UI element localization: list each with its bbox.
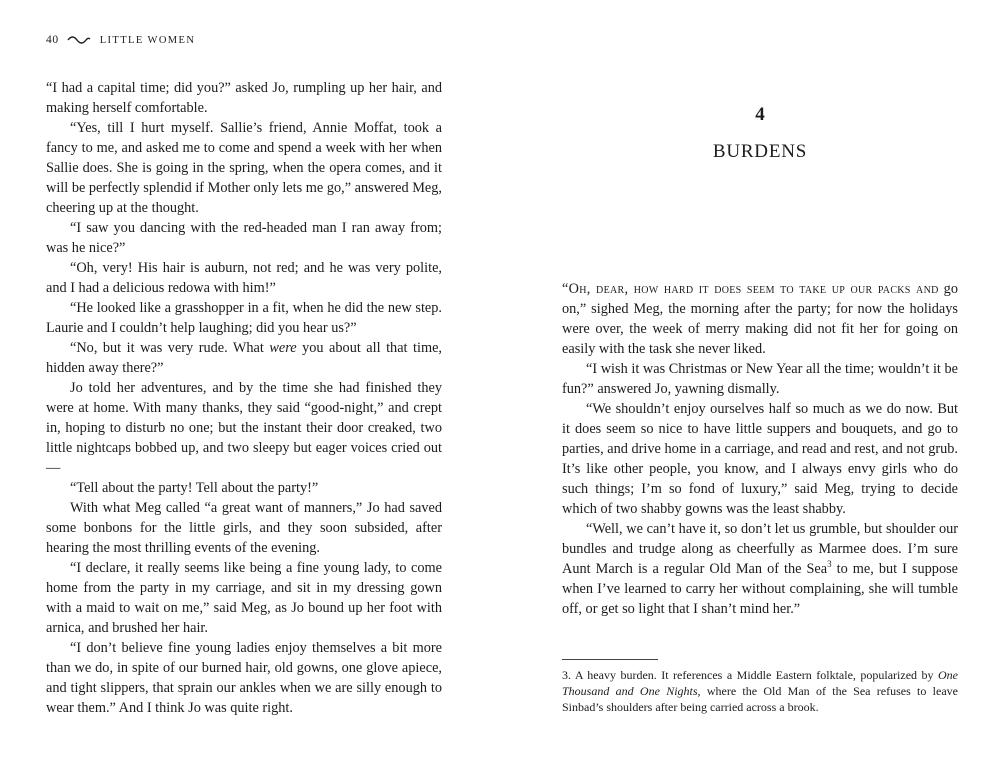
paragraph: “I don’t believe fine young ladies enjoy themselves a bit more than we do, in spite of our burned hair, old gowns, one glove apiece, and tight slippers, that sprain our ankles when we are silly enough to wear them.” And I think Jo was quite right.: [46, 640, 442, 716]
paragraph: Jo told her adventures, and by the time she had finished they were at home. With many thanks, they said “good-night,” and crept in, hoping to disturb no one; but the instant their door creaked, two little nightcaps bobbed up, and two sleepy but eager voices cried out—: [46, 380, 442, 476]
paragraph: “I had a capital time; did you?” asked Jo, rumpling up her hair, and making herself comfortable.: [46, 80, 442, 116]
left-page: [46, 0, 442, 764]
running-title: LITTLE WOMEN: [99, 34, 196, 46]
opening-smallcaps: “Oh, dear, how hard it does seem to take up our packs and: [562, 281, 939, 297]
ornament-icon: [67, 35, 91, 45]
text-run: , where the Old Man of the Sea refuses to leave Sinbad’s shoulders after being carried across a brook.: [562, 684, 958, 714]
paragraph: “We shouldn’t enjoy ourselves half so much as we do now. But it does seem so nice to have little suppers and bouquets, and go to parties, and drive home in a carriage, and read and rest, and not grub. It’s like other people, you know, and I always envy girls who do such things; I’m so fond of luxury,” said Meg, trying to decide which of two shabby gowns was the least shabby.: [562, 401, 958, 517]
paragraph: [562, 519, 958, 619]
footnote-divider: [562, 659, 658, 660]
text-run: go on,” sighed Meg, the morning after the party; for now the holidays were over, the week of merry making did not fit her for going on easily with the task she never liked.: [562, 281, 958, 357]
paragraph: “Yes, till I hurt myself. Sallie’s friend, Annie Moffat, took a fancy to me, and asked me to come and spend a week with her when Sallie does. She is going in the spring, when the opera comes, and it will be perfectly splendid if Mother only lets me go,” answered Meg, cheering up at the thought.: [46, 120, 442, 216]
paragraph: “I saw you dancing with the red-headed man I ran away from; was he nice?”: [46, 220, 442, 256]
text-run: you about all that time, hidden away there?”: [46, 340, 442, 376]
paragraph: “Tell about the party! Tell about the party!”: [70, 480, 319, 496]
chapter-number: 4: [755, 104, 765, 125]
paragraph: “Oh, very! His hair is auburn, not red; and he was very polite, and I had a delicious redowa with him!”: [46, 260, 442, 296]
right-body-text: [562, 279, 958, 619]
footnote: [562, 667, 958, 715]
paragraph: [46, 338, 442, 378]
paragraph: With what Meg called “a great want of manners,” Jo had saved some bonbons for the little girls, and they soon subsided, after hearing the most thrilling events of the evening.: [46, 500, 442, 556]
text-run: 3. A heavy burden. It references a Middle Eastern folktale, popularized by: [562, 668, 938, 682]
left-body-text: [46, 78, 442, 718]
book-title: One Thousand and One Nights: [562, 668, 958, 698]
text-run: “No, but it was very rude. What: [70, 340, 270, 356]
opening-paragraph: [562, 279, 958, 359]
paragraph: “He looked like a grasshopper in a fit, when he did the new step. Laurie and I couldn’t help laughing; did you hear us?”: [46, 300, 442, 336]
page-number: 40: [46, 34, 59, 46]
paragraph: “I declare, it really seems like being a fine young lady, to come home from the party in my carriage, and sit in my dressing gown with a maid to wait on me,” said Meg, as Jo bound up her foot with arnica, and brushed her hair.: [46, 560, 442, 636]
paragraph: “I wish it was Christmas or New Year all the time; wouldn’t it be fun?” answered Jo, yawning dismally.: [562, 361, 958, 397]
text-run: to me, but I suppose when I’ve learned to carry her without complaining, she will tumble off, or get so light that I shan’t mind her.”: [562, 561, 959, 617]
right-page: [562, 0, 958, 764]
footnote-reference[interactable]: 3: [827, 559, 832, 570]
chapter-title: BURDENS: [712, 141, 808, 162]
emphasis: were: [269, 340, 297, 356]
text-run: “Well, we can’t have it, so don’t let us grumble, but shoulder our bundles and trudge along as cheerfully as Marmee does. I’m sure Aunt March is a regular Old Man of the Sea: [562, 521, 958, 577]
running-head: [46, 34, 195, 46]
